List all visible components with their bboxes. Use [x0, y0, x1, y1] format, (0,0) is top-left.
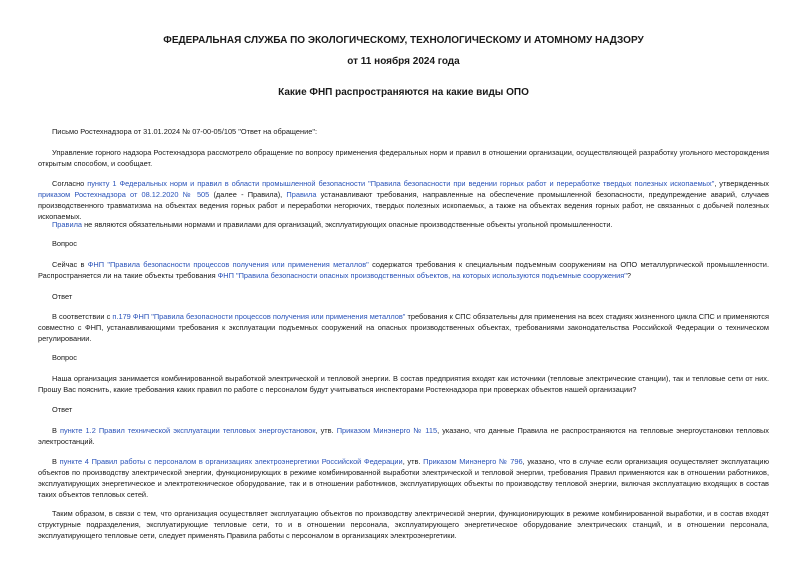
agency-title: ФЕДЕРАЛЬНАЯ СЛУЖБА ПО ЭКОЛОГИЧЕСКОМУ, ТЕХНОЛОГИЧЕСКОМУ И АТОМНОМУ НАДЗОРУ — [163, 35, 644, 46]
paragraph-conclusion: Таким образом, в связи с тем, что организация осуществляет эксплуатацию объектов по производству электрической энергии, функционирующих в режиме комбинированной выработки, и в состав входят структурные подразделения, эксплуатирующие тепловые сети, то и в отношении персонала, эксплуатирующего энергетическое оборудование электрических станций, и в отношении персонала, эксплуатирующего тепловые сети, следует применять Правила работы с персоналом в организациях электроэнергетики. — [38, 509, 769, 540]
link-rules-2[interactable]: Правила — [52, 220, 83, 229]
paragraph-answer-1: В соответствии с п.179 ФНП "Правила безопасности процессов получения или применения металлов" требования к СПС обязательны для применения на всех стадиях жизненного цикла СПС и применяются совместно с ФНП, устанавливающими требования к эксплуатации подъемных сооружений на опасных производственных объектах, требованиями законодательства Российской Федерации о техническом регулировании. — [38, 312, 769, 343]
link-fnp-mining-rules[interactable]: пункту 1 Федеральных норм и правил в области промышленной безопасности "Правила безопасности при ведении горных работ и переработке твердых полезных ископаемых" — [87, 179, 715, 188]
answer-label-1: Ответ — [52, 292, 73, 301]
link-fnp-lifting[interactable]: ФНП "Правила безопасности опасных производственных объектов, на которых используются подъемные сооружения" — [217, 271, 627, 280]
letter-reference: Письмо Ростехнадзора от 31.01.2024 № 07-00-05/105 "Ответ на обращение": — [52, 127, 318, 136]
paragraph-coal-exception: Правила не являются обязательными нормами и правилами для организаций, эксплуатирующих опасные производственные объекты угольной промышленности. — [52, 220, 613, 229]
answer-label-2: Ответ — [52, 405, 73, 414]
link-order-796[interactable]: Приказом Минэнерго № 796 — [423, 457, 523, 466]
link-p1-2-thermal-rules[interactable]: пункте 1.2 Правил технической эксплуатации тепловых энергоустановок — [59, 426, 316, 435]
document-subject: Какие ФНП распространяются на какие виды ОПО — [278, 87, 529, 98]
paragraph-intro: Управление горного надзора Ростехнадзора рассмотрело обращение по вопросу применения федеральных норм и правил в отношении организации, осуществляющей разработку угольного месторождения открытым способом, и сообщает. — [38, 148, 769, 168]
document-date: от 11 ноября 2024 года — [347, 56, 460, 67]
paragraph-answer-2a: В пункте 1.2 Правил технической эксплуатации тепловых энергоустановок, утв. Приказом Минэнерго № 115, указано, что данные Правила не распространяются на тепловые энергоустановки тепловых электростанций. — [38, 426, 769, 446]
paragraph-question-2: Наша организация занимается комбинированной выработкой электрической и тепловой энергии. В состав предприятия входят как источники (тепловые электрические станции), так и тепловые сети от них. Прошу Вас пояснить, какие требования каких правил по работе с персоналом будут учитываться инспекторами Ростехнадзора при проверках объектов нашей организации? — [38, 374, 769, 394]
paragraph-rules-scope: Согласно пункту 1 Федеральных норм и правил в области промышленной безопасности "Правила безопасности при ведении горных работ и переработке твердых полезных ископаемых", утвержденных приказом Ростехнадзора от 08.12.2020 № 505 (далее - Правила), Правила устанавливают требования, направленные на обеспечение промышленной безопасности, предупреждение аварий, случаев производственного травматизма на объектах ведения горных работ и переработки негорючих, твердых полезных ископаемых, а также на объектах ведения горных работ, не связанных с добычей полезных ископаемых. — [38, 179, 769, 221]
paragraph-answer-2b: В пункте 4 Правил работы с персоналом в организациях электроэнергетики Российской Федерации, утв. Приказом Минэнерго № 796, указано, что в случае если организация осуществляет эксплуатацию объектов по производству электрической энергии, функционирующих в режиме комбинированной выработки электрической и тепловой энергии, требования Правил применяются как в отношении работников, эксплуатирующих энергетическое и электротехническое оборудование, так и в отношении работников, эксплуатирующих объекты по производству тепловой энергии, включая эксплуатацию входящих в состав таких объектов тепловых сетей. — [38, 457, 769, 499]
link-p4-personnel-rules[interactable]: пункте 4 Правил работы с персоналом в организациях электроэнергетики Российской Федерации — [59, 457, 403, 466]
link-order-115[interactable]: Приказом Минэнерго № 115 — [336, 426, 438, 435]
link-order-505[interactable]: приказом Ростехнадзора от 08.12.2020 № 505 — [38, 190, 210, 199]
question-label-2: Вопрос — [52, 353, 77, 362]
link-fnp-metals[interactable]: ФНП "Правила безопасности процессов получения или применения металлов" — [87, 260, 369, 269]
link-rules[interactable]: Правила — [286, 190, 317, 199]
question-label-1: Вопрос — [52, 239, 77, 248]
paragraph-question-1: Сейчас в ФНП "Правила безопасности процессов получения или применения металлов" содержатся требования к специальным подъемным сооружениям на ОПО металлургической промышленности. Распространяется ли на такие объекты требования ФНП "Правила безопасности опасных производственных объектов, на которых используются подъемные сооружения"? — [38, 260, 769, 280]
link-p179-fnp-metals[interactable]: п.179 ФНП "Правила безопасности процессов получения или применения металлов" — [112, 312, 406, 321]
